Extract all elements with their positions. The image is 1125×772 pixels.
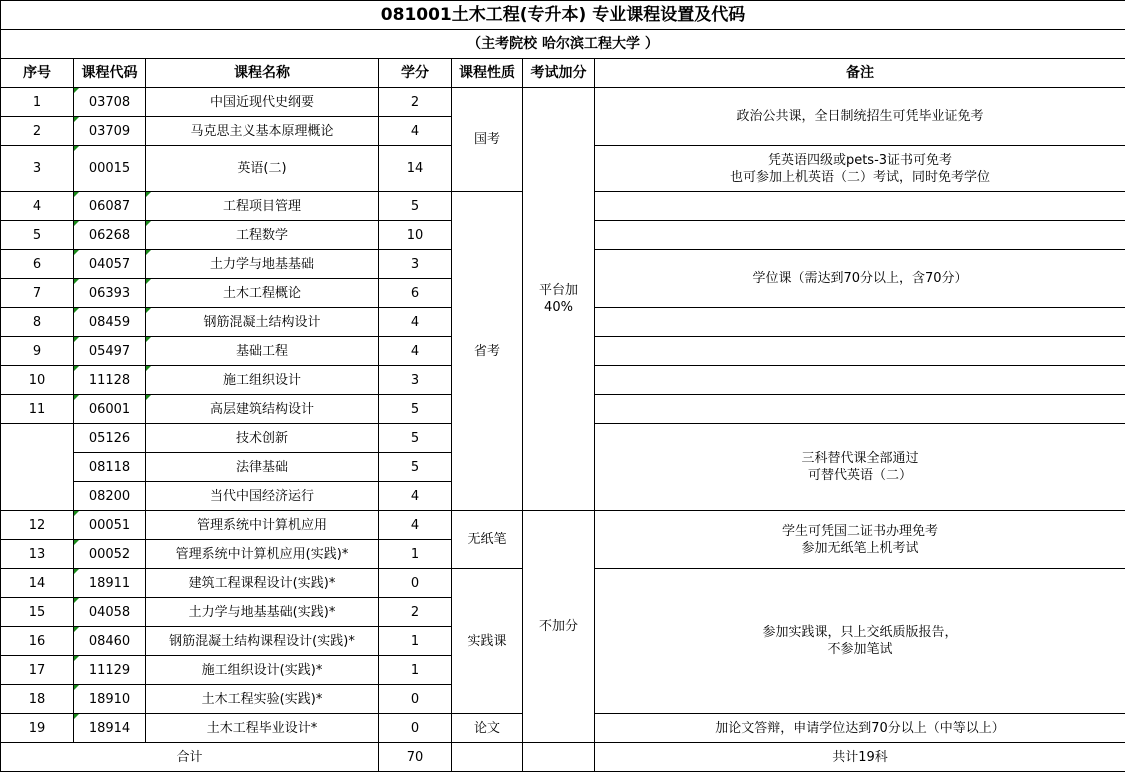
remark-cell (595, 337, 1125, 366)
course-credit: 10 (379, 221, 452, 250)
course-credit: 3 (379, 366, 452, 395)
header-nature: 课程性质 (452, 59, 523, 88)
course-code: 05126 (74, 424, 146, 453)
seq-cell: 11 (1, 395, 74, 424)
course-nature: 省考 (452, 192, 523, 511)
course-credit: 0 (379, 569, 452, 598)
course-name: 施工组织设计 (146, 366, 379, 395)
course-nature: 论文 (452, 714, 523, 743)
course-code: 18911 (74, 569, 146, 598)
course-name: 土力学与地基基础 (146, 250, 379, 279)
seq-cell: 12 (1, 511, 74, 540)
course-credit: 4 (379, 482, 452, 511)
course-nature: 无纸笔 (452, 511, 523, 569)
seq-cell: 5 (1, 221, 74, 250)
seq-cell: 18 (1, 685, 74, 714)
course-credit: 4 (379, 511, 452, 540)
course-credit: 14 (379, 146, 452, 192)
seq-cell: 7 (1, 279, 74, 308)
subtitle: （主考院校 哈尔滨工程大学 ） (1, 30, 1125, 59)
header-name: 课程名称 (146, 59, 379, 88)
course-code: 06087 (74, 192, 146, 221)
course-credit: 2 (379, 598, 452, 627)
remark-cell: 学生可凭国二证书办理免考 参加无纸笔上机考试 (595, 511, 1125, 569)
course-code: 08200 (74, 482, 146, 511)
remark-cell: 加论文答辩，申请学位达到70分以上（中等以上） (595, 714, 1125, 743)
header-seq: 序号 (1, 59, 74, 88)
seq-cell: 3 (1, 146, 74, 192)
course-name: 当代中国经济运行 (146, 482, 379, 511)
course-code: 00051 (74, 511, 146, 540)
header-bonus: 考试加分 (523, 59, 595, 88)
remark-cell (595, 308, 1125, 337)
course-credit: 4 (379, 117, 452, 146)
header-remark: 备注 (595, 59, 1125, 88)
course-name: 工程项目管理 (146, 192, 379, 221)
course-code: 11129 (74, 656, 146, 685)
remark-cell (595, 395, 1125, 424)
course-credit: 4 (379, 308, 452, 337)
course-name: 法律基础 (146, 453, 379, 482)
course-name: 建筑工程课程设计(实践)* (146, 569, 379, 598)
course-code: 04057 (74, 250, 146, 279)
remark-cell: 学位课（需达到70分以上，含70分） (595, 250, 1125, 308)
course-credit: 2 (379, 88, 452, 117)
seq-cell: 19 (1, 714, 74, 743)
seq-cell: 13 (1, 540, 74, 569)
course-credit: 5 (379, 453, 452, 482)
total-empty-bonus (523, 743, 595, 772)
seq-cell: 6 (1, 250, 74, 279)
course-name: 土木工程毕业设计* (146, 714, 379, 743)
course-code: 03708 (74, 88, 146, 117)
header-code: 课程代码 (74, 59, 146, 88)
course-name: 钢筋混凝土结构设计 (146, 308, 379, 337)
total-remark: 共计19科 (595, 743, 1125, 772)
seq-cell: 14 (1, 569, 74, 598)
course-code: 08459 (74, 308, 146, 337)
course-code: 18910 (74, 685, 146, 714)
course-name: 管理系统中计算机应用 (146, 511, 379, 540)
course-nature: 国考 (452, 88, 523, 192)
course-credit: 5 (379, 192, 452, 221)
total-label: 合计 (1, 743, 379, 772)
seq-cell: 4 (1, 192, 74, 221)
course-name: 施工组织设计(实践)* (146, 656, 379, 685)
course-nature: 实践课 (452, 569, 523, 714)
course-credit: 1 (379, 627, 452, 656)
seq-cell: 15 (1, 598, 74, 627)
exam-bonus: 不加分 (523, 511, 595, 743)
total-empty-nature (452, 743, 523, 772)
course-code: 03709 (74, 117, 146, 146)
page-title: 081001土木工程(专升本) 专业课程设置及代码 (1, 1, 1125, 30)
total-credit: 70 (379, 743, 452, 772)
course-name: 英语(二) (146, 146, 379, 192)
course-credit: 0 (379, 714, 452, 743)
seq-cell: 1 (1, 88, 74, 117)
course-code: 04058 (74, 598, 146, 627)
course-code: 00052 (74, 540, 146, 569)
course-code: 00015 (74, 146, 146, 192)
course-credit: 5 (379, 424, 452, 453)
course-code: 06001 (74, 395, 146, 424)
course-credit: 0 (379, 685, 452, 714)
seq-cell (1, 424, 74, 511)
remark-cell (595, 221, 1125, 250)
seq-cell: 2 (1, 117, 74, 146)
course-code: 05497 (74, 337, 146, 366)
remark-cell (595, 192, 1125, 221)
seq-cell: 17 (1, 656, 74, 685)
course-code: 11128 (74, 366, 146, 395)
course-credit: 5 (379, 395, 452, 424)
course-credit: 1 (379, 656, 452, 685)
remark-cell: 参加实践课，只上交纸质版报告， 不参加笔试 (595, 569, 1125, 714)
seq-cell: 16 (1, 627, 74, 656)
course-name: 土木工程概论 (146, 279, 379, 308)
course-code: 18914 (74, 714, 146, 743)
course-code: 06393 (74, 279, 146, 308)
course-name: 土木工程实验(实践)* (146, 685, 379, 714)
course-name: 中国近现代史纲要 (146, 88, 379, 117)
course-name: 高层建筑结构设计 (146, 395, 379, 424)
course-credit: 4 (379, 337, 452, 366)
course-name: 管理系统中计算机应用(实践)* (146, 540, 379, 569)
course-name: 土力学与地基基础(实践)* (146, 598, 379, 627)
header-credit: 学分 (379, 59, 452, 88)
remark-cell: 政治公共课，全日制统招生可凭毕业证免考 (595, 88, 1125, 146)
remark-cell: 凭英语四级或pets-3证书可免考 也可参加上机英语（二）考试，同时免考学位 (595, 146, 1125, 192)
course-name: 钢筋混凝土结构课程设计(实践)* (146, 627, 379, 656)
course-credit: 3 (379, 250, 452, 279)
seq-cell: 9 (1, 337, 74, 366)
course-name: 工程数学 (146, 221, 379, 250)
course-code: 08118 (74, 453, 146, 482)
course-credit: 6 (379, 279, 452, 308)
seq-cell: 10 (1, 366, 74, 395)
course-credit: 1 (379, 540, 452, 569)
course-name: 马克思主义基本原理概论 (146, 117, 379, 146)
table-row (1, 511, 1125, 540)
remark-cell: 三科替代课全部通过 可替代英语（二） (595, 424, 1125, 511)
course-code: 08460 (74, 627, 146, 656)
remark-cell (595, 366, 1125, 395)
course-name: 基础工程 (146, 337, 379, 366)
course-code: 06268 (74, 221, 146, 250)
table-row (1, 88, 1125, 117)
exam-bonus: 平台加 40% (523, 88, 595, 511)
course-name: 技术创新 (146, 424, 379, 453)
seq-cell: 8 (1, 308, 74, 337)
